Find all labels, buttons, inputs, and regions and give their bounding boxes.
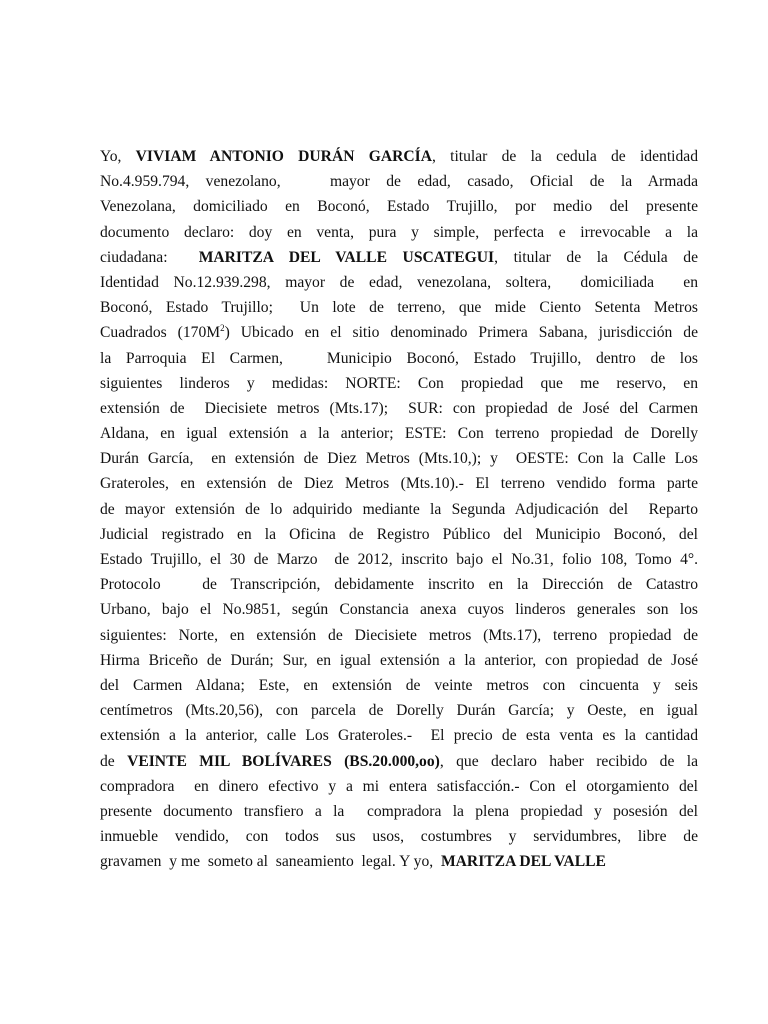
text-line bbox=[100, 522, 698, 547]
text-segment: la Parroquia El Carmen, Municipio Boconó, Estado Trujillo, dentro de los bbox=[100, 349, 698, 367]
text-line bbox=[100, 623, 698, 648]
text-line bbox=[100, 446, 698, 471]
text-segment: extensión de Diecisiete metros (Mts.17); SUR: con propiedad de José del Carmen bbox=[100, 399, 698, 417]
text-segment: No.4.959.794, venezolano, mayor de edad, casado, Oficial de la Armada bbox=[100, 173, 698, 191]
text-segment: de bbox=[100, 752, 128, 770]
document-body bbox=[100, 144, 698, 874]
text-segment: del Carmen Aldana; Este, en extensión de veinte metros con cincuenta y seis bbox=[100, 676, 698, 694]
text-segment: documento declaro: doy en venta, pura y simple, perfecta e irrevocable a la bbox=[100, 223, 698, 241]
text-segment: centímetros (Mts.20,56), con parcela de Dorelly Durán García; y Oeste, en igual bbox=[100, 702, 698, 720]
text-line bbox=[100, 547, 698, 572]
bold-text: VEINTE MIL BOLÍVARES (BS.20.000,oo) bbox=[127, 752, 440, 770]
text-segment: Identidad No.12.939.298, mayor de edad, venezolana, soltera, domiciliada en bbox=[100, 273, 698, 291]
text-line bbox=[100, 597, 698, 622]
text-line bbox=[100, 572, 698, 597]
text-segment: , titular de la cedula de identidad bbox=[431, 148, 699, 165]
text-segment: Boconó, Estado Trujillo; Un lote de terreno, que mide Ciento Setenta Metros bbox=[100, 299, 698, 317]
text-segment: ) Ubicado en el sitio denominado Primera Sabana, jurisdicción de bbox=[224, 324, 698, 342]
text-line bbox=[100, 144, 698, 169]
text-segment: compradora en dinero efectivo y a mi entera satisfacción.- Con el otorgamiento del bbox=[100, 777, 698, 795]
text-segment: Durán García, en extensión de Diez Metros (Mts.10,); y OESTE: Con la Calle Los bbox=[100, 450, 698, 468]
text-line bbox=[100, 371, 698, 396]
text-line bbox=[100, 421, 698, 446]
text-segment: inmueble vendido, con todos sus usos, costumbres y servidumbres, libre de bbox=[100, 828, 698, 846]
text-segment: ciudadana: bbox=[100, 248, 199, 266]
text-segment: Yo, bbox=[100, 148, 136, 165]
text-segment: Venezolana, domiciliado en Boconó, Estado Trujillo, por medio del presente bbox=[100, 198, 698, 216]
text-line bbox=[100, 194, 698, 219]
text-line bbox=[100, 774, 698, 799]
text-line bbox=[100, 497, 698, 522]
text-line bbox=[100, 749, 698, 774]
bold-text: MARITZA DEL VALLE bbox=[440, 853, 606, 871]
text-line bbox=[100, 245, 698, 270]
text-segment: Urbano, bajo el No.9851, según Constancia anexa cuyos linderos generales son los bbox=[100, 601, 698, 619]
text-segment: siguientes: Norte, en extensión de Diecisiete metros (Mts.17), terreno propiedad de bbox=[100, 626, 698, 644]
text-segment: presente documento transfiero a la compradora la plena propiedad y posesión del bbox=[100, 802, 698, 820]
text-line bbox=[100, 698, 698, 723]
text-line bbox=[100, 471, 698, 496]
text-line bbox=[100, 396, 698, 421]
text-segment: Cuadrados (170M bbox=[100, 324, 221, 342]
text-line bbox=[100, 169, 698, 194]
text-segment: siguientes linderos y medidas: NORTE: Con propiedad que me reservo, en bbox=[100, 374, 698, 392]
text-line bbox=[100, 346, 698, 371]
text-line bbox=[100, 320, 698, 345]
text-segment: de mayor extensión de lo adquirido mediante la Segunda Adjudicación del Reparto bbox=[100, 500, 698, 518]
text-segment: Protocolo de Transcripción, debidamente inscrito en la Dirección de Catastro bbox=[100, 576, 698, 594]
text-line bbox=[100, 799, 698, 824]
text-line bbox=[100, 849, 698, 874]
text-segment: Aldana, en igual extensión a la anterior; ESTE: Con terreno propiedad de Dorelly bbox=[100, 425, 698, 443]
bold-text: MARITZA DEL VALLE USCATEGUI bbox=[198, 248, 495, 266]
text-line bbox=[100, 648, 698, 673]
text-line bbox=[100, 673, 698, 698]
text-line bbox=[100, 824, 698, 849]
text-segment: Hirma Briceño de Durán; Sur, en igual extensión a la anterior, con propiedad de José bbox=[100, 651, 698, 669]
superscript: 2 bbox=[220, 323, 225, 334]
text-line bbox=[100, 723, 698, 748]
text-line bbox=[100, 220, 698, 245]
text-segment: , titular de la Cédula de bbox=[494, 248, 698, 266]
bold-text: VIVIAM ANTONIO DURÁN GARCÍA bbox=[135, 148, 432, 165]
text-segment: Estado Trujillo, el 30 de Marzo de 2012, inscrito bajo el No.31, folio 108, Tomo 4°. bbox=[100, 551, 698, 568]
text-segment: gravamen y me someto al saneamiento legal. Y yo, bbox=[100, 853, 441, 871]
text-segment: extensión a la anterior, calle Los Grateroles.- El precio de esta venta es la cantidad bbox=[100, 727, 698, 745]
text-line bbox=[100, 270, 698, 295]
text-line bbox=[100, 295, 698, 320]
text-segment: Grateroles, en extensión de Diez Metros (Mts.10).- El terreno vendido forma parte bbox=[100, 475, 698, 493]
text-segment: Judicial registrado en la Oficina de Registro Público del Municipio Boconó, del bbox=[100, 525, 698, 543]
text-segment: , que declaro haber recibido de la bbox=[439, 752, 698, 770]
